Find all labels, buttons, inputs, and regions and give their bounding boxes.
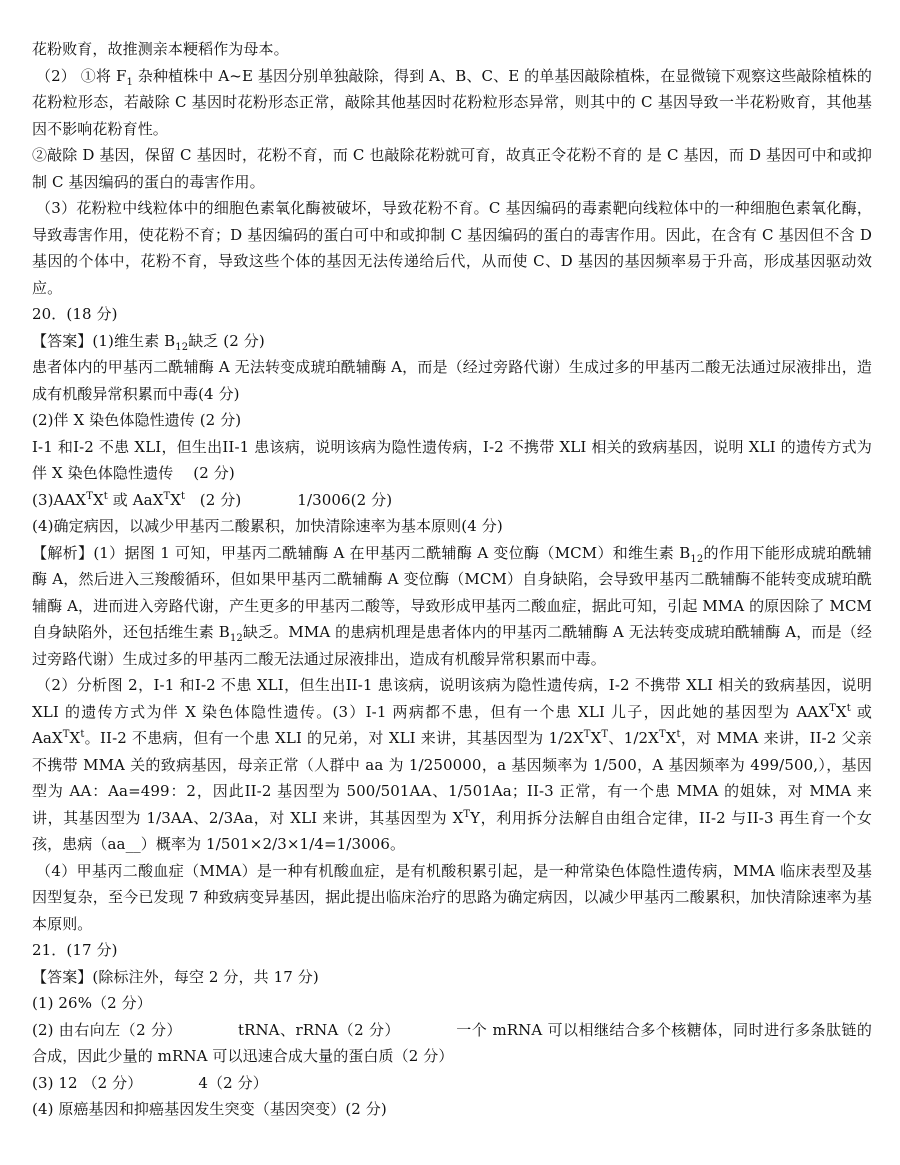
answer-20-part-3 bbox=[32, 487, 872, 514]
answer-20-part-1 bbox=[32, 328, 872, 355]
paragraph-knockout-experiment bbox=[32, 63, 872, 143]
question-20-heading: 20．(18 分) bbox=[32, 305, 118, 323]
superscript: t bbox=[181, 490, 186, 502]
superscript: T bbox=[86, 490, 93, 502]
text-segment: X bbox=[69, 729, 81, 747]
text-segment: 的作用下能形成琥珀酰辅酶 A，然后进入三羧酸循环，但如果甲基丙二酰辅酶 A 变位酶（MCM）自身缺陷，会导致甲基丙二酰辅酶不能转变成琥珀酰辅酶 A，进而进入旁路代谢，产生更多的甲基丙二酸等，导致形成甲基丙二酸血症，据此可知，引起 MMA 的原因除了 MCM 自身缺陷外，还包括维生素 B bbox=[32, 543, 872, 641]
text-segment: 1/3006(2 分) bbox=[297, 490, 393, 509]
superscript: T bbox=[463, 808, 471, 820]
subscript: 1 bbox=[126, 76, 133, 88]
text-segment: X bbox=[170, 490, 182, 509]
text-segment: 或 AaX bbox=[107, 490, 164, 509]
text-segment: X bbox=[590, 729, 602, 747]
superscript: T bbox=[163, 490, 171, 502]
text-segment: （2）分析图 2，I-1 和I-2 不患 XLI，但生出II-1 患该病，说明该病为隐性遗传病，I-2 不携带 XLI 相关的致病基因，说明 XLI 的遗传方式为伴 X 染色体隐性遗传。(3）I-1 两病都不患，但有一个患 XLI 儿子，因此她的基因型为 AAX bbox=[32, 676, 872, 721]
text-segment: X bbox=[665, 729, 677, 747]
text-segment: 缺乏 (2 分) bbox=[188, 331, 265, 350]
subscript: 12 bbox=[175, 341, 189, 353]
text-segment: (3) 12 （2 分） bbox=[32, 1073, 143, 1092]
analysis-20-part-2-3 bbox=[32, 672, 872, 858]
superscript: T bbox=[601, 729, 609, 740]
text-segment: X bbox=[835, 702, 847, 721]
answer-21-part-4: (4) 原癌基因和抑癌基因发生突变（基因突变）(2 分) bbox=[32, 1100, 387, 1118]
text-segment: （2） ①将 F bbox=[36, 66, 127, 85]
superscript: T bbox=[583, 729, 591, 740]
superscript: T bbox=[829, 702, 836, 714]
answer-20-part-2: (2)伴 X 染色体隐性遗传 (2 分) bbox=[32, 411, 242, 429]
document-page bbox=[32, 36, 872, 1123]
text-segment: (2 分) bbox=[185, 490, 242, 509]
superscript: T bbox=[658, 729, 666, 740]
answer-20-part-1-explanation: 患者体内的甲基丙二酰辅酶 A 无法转变成琥珀酰辅酶 A，而是（经过旁路代谢）生成过多的甲基丙二酸无法通过尿液排出，造成有机酸异常积累而中毒(4 分) bbox=[32, 358, 872, 403]
answer-21-part-1: (1) 26%（2 分） bbox=[32, 994, 152, 1012]
answer-21-part-3 bbox=[32, 1070, 872, 1097]
analysis-20-part-4: （4）甲基丙二酸血症（MMA）是一种有机酸血症，是有机酸积累引起，是一种常染色体隐性遗传病，MMA 临床表型及基因型复杂，至今已发现 7 种致病变异基因，据此提出临床治疗的思路为确定病因，以减少甲基丙二酸累积，加快清除速率为基本原则。 bbox=[32, 861, 872, 933]
paragraph-pollen-conclusion: 花粉败育，故推测亲本粳稻作为母本。 bbox=[32, 40, 289, 58]
answer-20-part-4: (4)确定病因，以减少甲基丙二酸累积，加快清除速率为基本原则(4 分) bbox=[32, 517, 503, 535]
question-21-heading: 21．(17 分) bbox=[32, 941, 118, 959]
answer-21-part-2 bbox=[32, 1017, 872, 1070]
text-segment: 一个 mRNA 可以相继结合多个核糖体，同时进行多条肽链的合成，因此少量的 mRNA 可以迅速合成大量的蛋白质（2 分） bbox=[32, 1020, 872, 1065]
text-segment: 或 AaX bbox=[32, 702, 873, 747]
answer-20-part-2-explanation: I-1 和I-2 不患 XLI，但生出II-1 患该病，说明该病为隐性遗传病，I-2 不携带 XLI 相关的致病基因，说明 XLI 的遗传方式为伴 X 染色体隐性遗传 (2 分) bbox=[32, 437, 872, 482]
text-segment: (3)AAX bbox=[32, 490, 87, 509]
analysis-20-part-1 bbox=[32, 540, 872, 673]
subscript: 12 bbox=[229, 633, 243, 644]
superscript: t bbox=[676, 729, 681, 740]
text-segment: 。II-2 不患病，但有一个患 XLI 的兄弟，对 XLI 来讲，其基因型为 1/2X bbox=[84, 729, 584, 747]
text-segment: (2) 由右向左（2 分） bbox=[32, 1020, 182, 1039]
superscript: t bbox=[846, 702, 851, 714]
text-segment: X bbox=[92, 490, 104, 509]
answer-21-header: 【答案】(除标注外，每空 2 分，共 17 分) bbox=[32, 967, 319, 986]
text-segment: Y，利用拆分法解自由组合定律，II-2 与II-3 再生育一个女孩，患病（aa__）概率为 1/501×2/3×1/4=1/3006。 bbox=[32, 808, 872, 853]
text-segment: 【解析】(1）据图 1 可知，甲基丙二酰辅酶 A 在甲基丙二酰辅酶 A 变位酶（MCM）和维生素 B bbox=[32, 543, 691, 562]
superscript: t bbox=[80, 729, 85, 740]
superscript: t bbox=[103, 490, 108, 502]
text-segment: 缺乏。MMA 的患病机理是患者体内的甲基丙二酰辅酶 A 无法转变成琥珀酰辅酶 A，而是（经过旁路代谢）生成过多的甲基丙二酸无法通过尿液排出，造成有机酸异常积累而中毒。 bbox=[32, 623, 872, 668]
text-segment: 杂种植株中 A~E 基因分别单独敲除，得到 A、B、C、E 的单基因敲除植株，在显微镜下观察这些敲除植株的花粉粒形态，若敲除 C 基因时花粉形态正常，敲除其他基因时花粉粒形态异常，则其中的 C 基因导致一半花粉败育，其他基因不影响花粉育性。 bbox=[32, 66, 872, 138]
subscript: 12 bbox=[690, 553, 704, 565]
text-segment: 、1/2X bbox=[608, 729, 659, 747]
superscript: T bbox=[62, 729, 70, 740]
text-segment: ，对 MMA 来讲，II-2 父亲不携带 MMA 关的致病基因，母亲正常（人群中 aa 为 1/250000，a 基因频率为 1/500，A 基因频率为 499/500,），基因型为 AA：Aa=499：2，因此II-2 基因型为 500/501AA、1/501Aa；II-3 正常，有一个患 MMA 的姐妹，对 MMA 来讲，其基因型为 1/3AA、2/3Aa，对 XLI 来讲，其基因型为 X bbox=[32, 729, 872, 827]
text-segment: tRNA、rRNA（2 分） bbox=[237, 1020, 400, 1039]
paragraph-d-gene-knockout: ②敲除 D 基因，保留 C 基因时，花粉不育，而 C 也敲除花粉就可育，故真正令花粉不育的 是 C 基因，而 D 基因可中和或抑制 C 基因编码的蛋白的毒害作用。 bbox=[32, 146, 872, 191]
text-segment: 4（2 分） bbox=[198, 1073, 268, 1092]
paragraph-gene-drive: （3）花粉粒中线粒体中的细胞色素氧化酶被破坏，导致花粉不育。C 基因编码的毒素靶向线粒体中的一种细胞色素氧化酶，导致毒害作用，使花粉不育；D 基因编码的蛋白可中和或抑制 C 基因编码的蛋白的毒害作用。因此，在含有 C 基因但不含 D 基因的个体中，花粉不育，导致这些个体的基因无法传递给后代，从而使 C、D 基因的基因频率易于升高，形成基因驱动效应。 bbox=[32, 199, 872, 297]
text-segment: 【答案】(1)维生素 B bbox=[32, 331, 176, 350]
